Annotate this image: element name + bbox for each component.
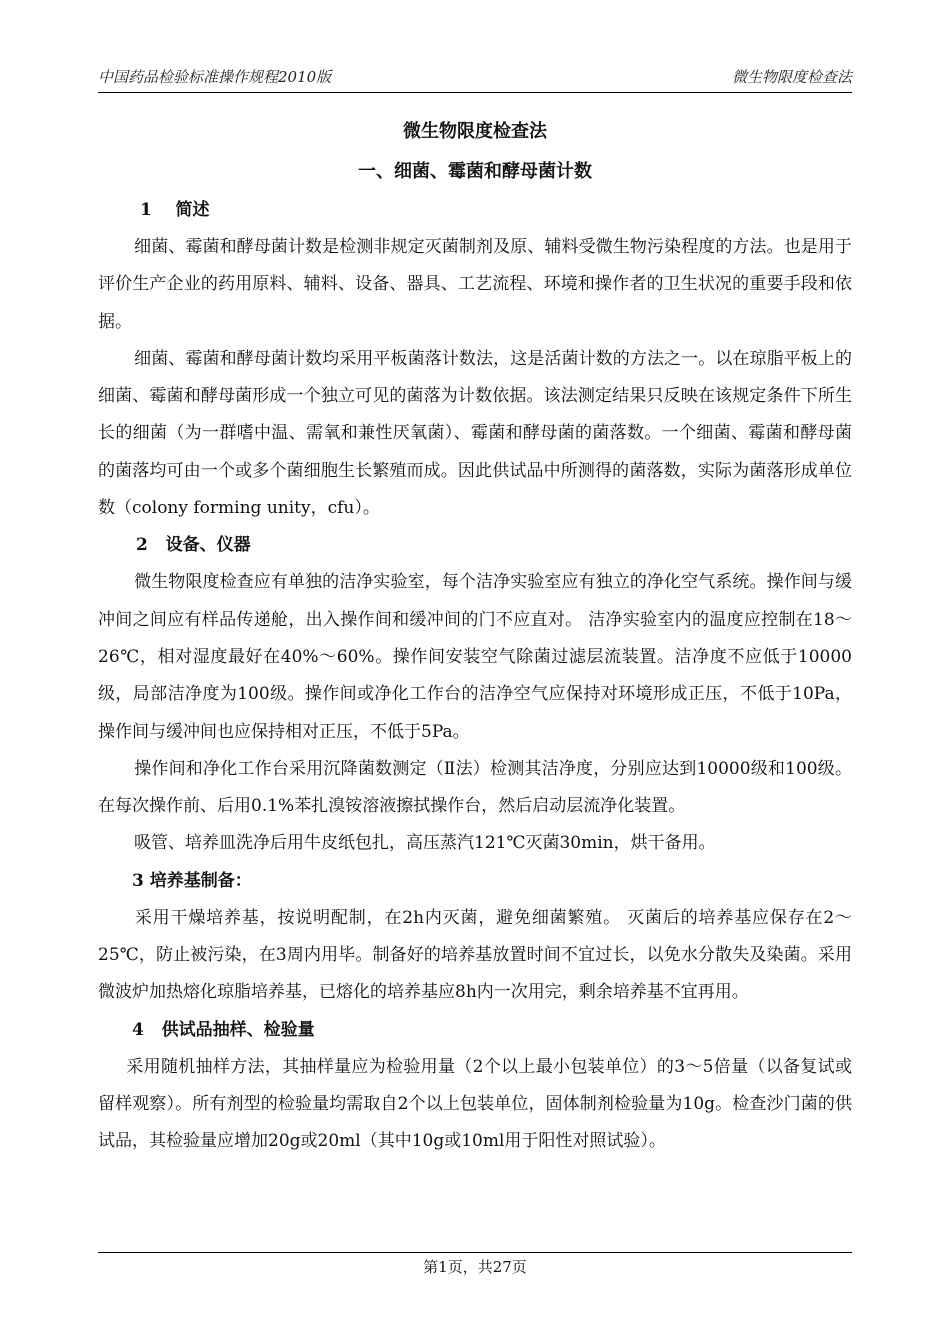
section-2-paragraph-3: 吸管、培养皿洗净后用牛皮纸包扎，高压蒸汽121℃灭菌30min，烘干备用。 xyxy=(134,833,716,854)
section-2-heading: 2 设备、仪器 xyxy=(136,535,251,556)
header-section-title: 微生物限度检查法 xyxy=(731,68,852,86)
section-4-paragraph-1: 采用随机抽样方法，其抽样量应为检验用量（2个以上最小包装单位）的3～5倍量（以备复试或留样观察）。所有剂型的检验量均需取自2个以上包装单位，固体制剂检验量为10g。检查沙门菌的供试品，其检验量应增加20g或20ml（其中10g或10ml用于阳性对照试验）。 xyxy=(98,1056,852,1152)
section-1-paragraph-1: 细菌、霉菌和酵母菌计数是检测非规定灭菌制剂及原、辅料受微生物污染程度的方法。也是用于评价生产企业的药用原料、辅料、设备、器具、工艺流程、环境和操作者的卫生状况的重要手段和依据。 xyxy=(98,237,852,332)
section-1-paragraph-2: 细菌、霉菌和酵母菌计数均采用平板菌落计数法，这是活菌计数的方法之一。以在琼脂平板上的细菌、霉菌和酵母菌形成一个独立可见的菌落为计数依据。该法测定结果只反映在该规定条件下所生长的细菌（为一群嗜中温、需氧和兼性厌氧菌）、霉菌和酵母菌的菌落数。一个细菌、霉菌和酵母菌的菌落均可由一个或多个菌细胞生长繁殖而成。因此供试品中所测得的菌落数，实际为菌落形成单位数（colony forming unity，cfu）。 xyxy=(98,348,852,519)
header-divider xyxy=(98,92,852,93)
header-book-title: 中国药品检验标准操作规程2010版 xyxy=(98,68,332,86)
section-2-paragraph-1: 微生物限度检查应有单独的洁净实验室，每个洁净实验室应有独立的净化空气系统。操作间与缓冲间之间应有样品传递舱，出入操作间和缓冲间的门不应直对。 洁净实验室内的温度应控制在18～26℃，相对湿度最好在40%～60%。操作间安装空气除菌过滤层流装置。洁净度不应低于10000级，局部洁净度为100级。操作间或净化工作台的洁净空气应保持对环境形成正压，不低于10Pa，操作间与缓冲间也应保持相对正压，不低于5Pa。 xyxy=(98,572,852,742)
footer-divider xyxy=(98,1252,852,1253)
section-1-heading: 1 简述 xyxy=(140,200,210,220)
page-number: 第1页，共27页 xyxy=(423,1258,527,1276)
section-3-paragraph-1: 采用干燥培养基，按说明配制，在2h内灭菌，避免细菌繁殖。 灭菌后的培养基应保存在2～25℃，防止被污染，在3周内用毕。制备好的培养基放置时间不宜过长，以免水分散失及染菌。采用微波炉加热熔化琼脂培养基，已熔化的培养基应8h内一次用完，剩余培养基不宜再用。 xyxy=(98,907,852,1003)
section-4-heading: 4 供试品抽样、检验量 xyxy=(132,1019,315,1040)
section-3-heading: 3 培养基制备： xyxy=(132,870,252,891)
document-body xyxy=(98,112,852,1161)
document-subtitle: 一、细菌、霉菌和酵母菌计数 xyxy=(358,161,592,182)
section-2-paragraph-2: 操作间和净化工作台采用沉降菌数测定（Ⅱ法）检测其洁净度，分别应达到10000级和100级。 在每次操作前、后用0.1%苯扎溴铵溶液擦拭操作台，然后启动层流净化装置。 xyxy=(98,758,852,817)
document-title: 微生物限度检查法 xyxy=(403,121,547,142)
